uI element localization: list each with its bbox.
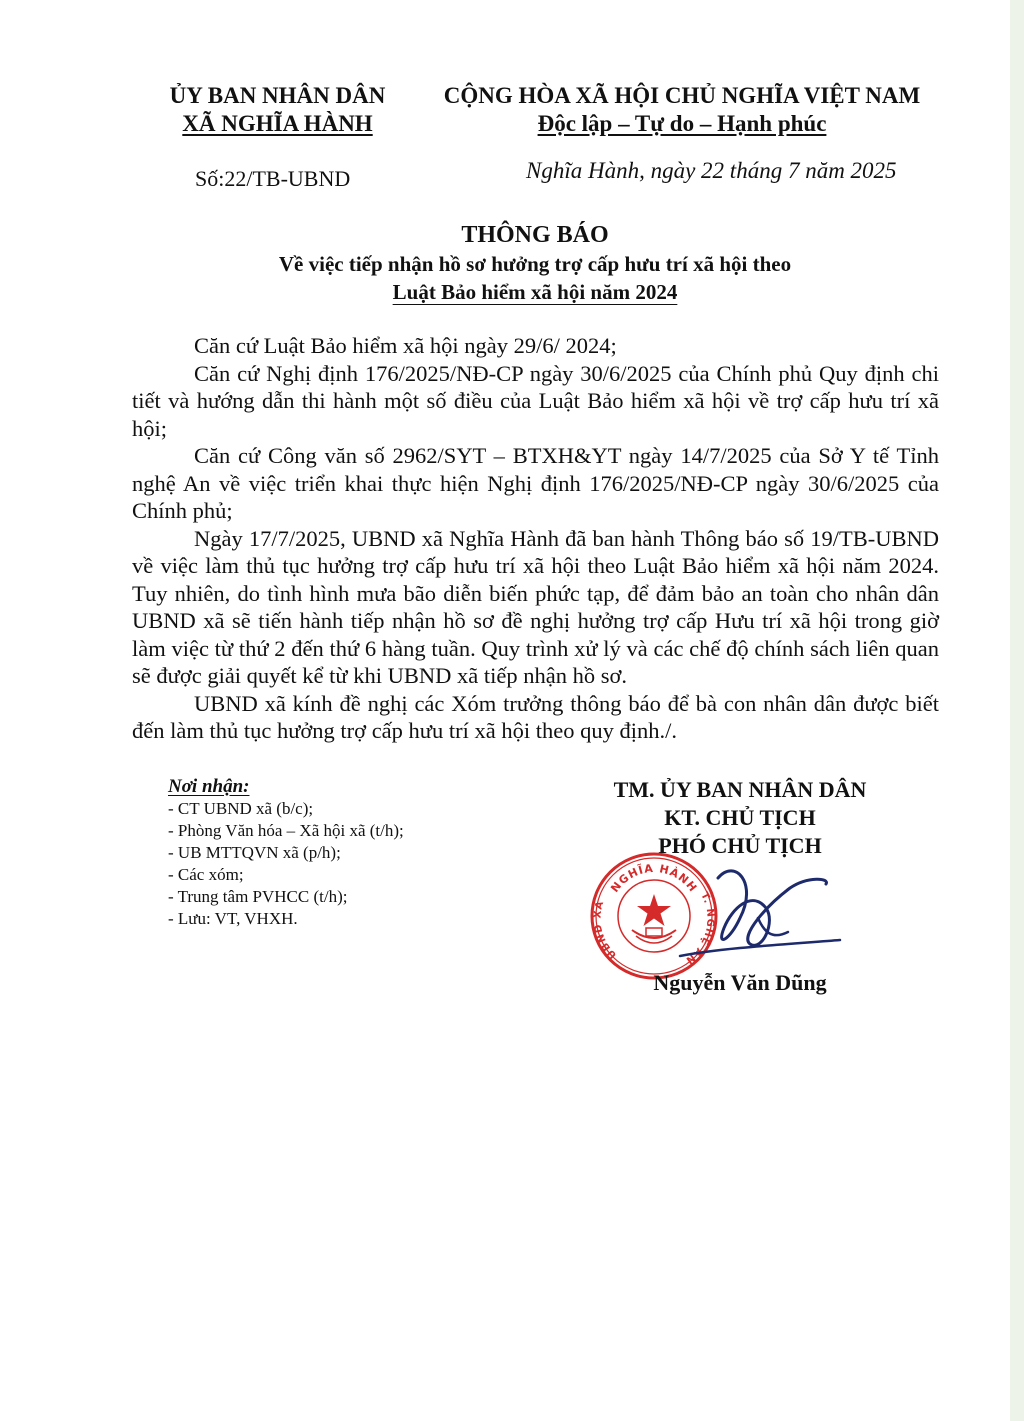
recipient-item: - CT UBND xã (b/c); xyxy=(168,799,314,818)
signer-name: Nguyễn Văn Dũng xyxy=(653,970,827,995)
signature-position: PHÓ CHỦ TỊCH xyxy=(658,833,822,858)
place-date: Nghĩa Hành, ngày 22 tháng 7 năm 2025 xyxy=(526,158,897,183)
svg-text:UBND XÃ xyxy=(592,899,620,961)
seal-left-text: UBND XÃ xyxy=(592,899,620,961)
recipient-item: - Lưu: VT, VHXH. xyxy=(168,909,298,928)
title-subject-line1: Về việc tiếp nhận hồ sơ hưởng trợ cấp hưu trí xã hội theo xyxy=(278,252,792,276)
recipient-item: - Phòng Văn hóa – Xã hội xã (t/h); xyxy=(168,821,404,840)
national-motto: Độc lập – Tự do – Hạnh phúc xyxy=(537,111,827,136)
recipients-title: Nơi nhận: xyxy=(168,776,250,797)
seal-top-text: NGHĨA HÀNH xyxy=(608,861,700,895)
recipient-item: - Trung tâm PVHCC (t/h); xyxy=(168,887,348,906)
signature-authority: TM. ỦY BAN NHÂN DÂN xyxy=(613,777,867,802)
document-number: Số:22/TB-UBND xyxy=(195,166,351,191)
body-paragraph: Căn cứ Luật Bảo hiểm xã hội ngày 29/6/ 2024; xyxy=(194,333,617,358)
title-main: THÔNG BÁO xyxy=(461,222,609,248)
recipient-item: - Các xóm; xyxy=(168,865,244,884)
body-paragraph: Căn cứ Nghị định 176/2025/NĐ-CP ngày 30/6/2025 của Chính phủ Quy định chi tiết và hướng dẫn thi hành một số điều của Luật Bảo hiểm xã hội về trợ cấp hưu trí xã hội; xyxy=(132,360,939,441)
issuer-header xyxy=(150,82,405,138)
title-subject-line2: Luật Bảo hiểm xã hội năm 2024 xyxy=(392,280,678,304)
body-paragraph: UBND xã kính đề nghị các Xóm trưởng thông báo để bà con nhân dân được biết đến làm thủ tục hưởng trợ cấp hưu trí xã hội theo quy định./. xyxy=(132,690,939,743)
recipients-list xyxy=(168,776,488,930)
body-paragraph: Căn cứ Công văn số 2962/SYT – BTXH&YT ngày 14/7/2025 của Sở Y tế Tỉnh nghệ An về việc triển khai thực hiện Nghị định 176/2025/NĐ-CP ngày 30/6/2025 của Chính phủ; xyxy=(132,443,939,523)
national-header xyxy=(418,82,946,138)
document-title xyxy=(130,220,940,306)
seal-right-text: T. NGHỆ AN xyxy=(682,890,716,967)
body-paragraph: Ngày 17/7/2025, UBND xã Nghĩa Hành đã ban hành Thông báo số 19/TB-UBND về việc làm thủ tục hưởng trợ cấp hưu trí xã hội theo Luật Bảo hiểm xã hội năm 2024. Tuy nhiên, do tình hình mưa bão diễn biến phức tạp, để đảm bảo an toàn cho nhân dân UBND xã sẽ tiến hành tiếp nhận hồ sơ đề nghị hưởng trợ cấp Hưu trí xã hội trong giờ làm việc từ thứ 2 đến thứ 6 hàng tuần. Quy trình xử lý và các chế độ chính sách liên quan sẽ được giải quyết kể từ khi UBND xã tiếp nhận hồ sơ. xyxy=(132,525,939,688)
document-body xyxy=(132,332,939,745)
recipient-item: - UB MTTQVN xã (p/h); xyxy=(168,843,341,862)
issuer-line1: ỦY BAN NHÂN DÂN xyxy=(169,83,386,108)
handwritten-signature-icon xyxy=(640,848,860,988)
signature-role: KT. CHỦ TỊCH xyxy=(664,805,816,830)
page-edge-strip xyxy=(1010,0,1024,1421)
national-title: CỘNG HÒA XÃ HỘI CHỦ NGHĨA VIỆT NAM xyxy=(443,83,921,108)
issuer-line2: XÃ NGHĨA HÀNH xyxy=(182,111,373,136)
